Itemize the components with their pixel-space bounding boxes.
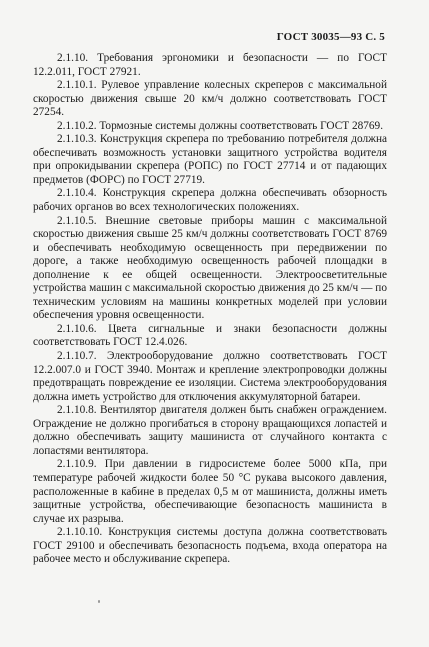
body-text [33,52,387,567]
paragraph-2-1-10-3: 2.1.10.3. Конструкция скрепера по требованию потребителя должна обеспечивать возможность установки защитного устройства водителя при опрокидывании скрепера (РОПС) по ГОСТ 27714 и от падающих предметов (ФОРС) по ГОСТ 27719. [33,133,387,186]
paragraph-2-1-10-4: 2.1.10.4. Конструкция скрепера должна обеспечивать обзорность рабочих органов во всех технологических положениях. [33,187,387,214]
paragraph-2-1-10-1: 2.1.10.1. Рулевое управление колесных скреперов с максимальной скоростью движения свыше 20 км/ч должно соответствовать ГОСТ 27254. [33,79,387,119]
paragraph-2-1-10-10: 2.1.10.10. Конструкция системы доступа должна соответствовать ГОСТ 29100 и обеспечивать безопасность подъема, входа оператора на рабочее место и обслуживание скрепера. [33,526,387,566]
paragraph-2-1-10-6: 2.1.10.6. Цвета сигнальные и знаки безопасности должны соответствовать ГОСТ 12.4.026. [33,322,387,349]
paragraph-2-1-10: 2.1.10. Требования эргономики и безопасности — по ГОСТ 12.2.011, ГОСТ 27921. [33,52,387,78]
paragraph-2-1-10-7: 2.1.10.7. Электрооборудование должно соответствовать ГОСТ 12.2.007.0 и ГОСТ 3940. Монтаж и крепление электропроводки должны предотвращать повреждение ее изоляции. Система электрооборудования должна иметь устройство для отключения аккумуляторной батареи. [33,350,387,403]
paragraph-2-1-10-5: 2.1.10.5. Внешние световые приборы машин с максимальной скоростью движения свыше 25 км/ч должны соответствовать ГОСТ 8769 и обеспечивать необходимую освещенность при передвижении по дороге, а также необходимую освещенность рабочей площадки в дополнение к ее общей освещенности. Электроосветительные устройства машин с максимальной скоростью движения до 25 км/ч — по техническим условиям на машины конкретных моделей при условии обеспечения уровня освещенности. [33,214,387,322]
paragraph-2-1-10-9: 2.1.10.9. При давлении в гидросистеме более 5000 кПа, при температуре рабочей жидкости более 50 °С рукава высокого давления, расположенные в кабине в пределах 0,5 м от машиниста, должны иметь защитные устройства, обеспечивающие безопасность машиниста в случае их разрыва. [33,458,387,525]
scan-speck [98,600,100,603]
paragraph-2-1-10-8: 2.1.10.8. Вентилятор двигателя должен быть снабжен ограждением. Ограждение не должно прогибаться в сторону вращающихся лопастей и должно обеспечивать защиту машиниста от случайного контакта с лопастями вентилятора. [33,404,387,457]
running-header: ГОСТ 30035—93 С. 5 [276,31,385,43]
paragraph-2-1-10-2: 2.1.10.2. Тормозные системы должны соответствовать ГОСТ 28769. [57,119,384,132]
